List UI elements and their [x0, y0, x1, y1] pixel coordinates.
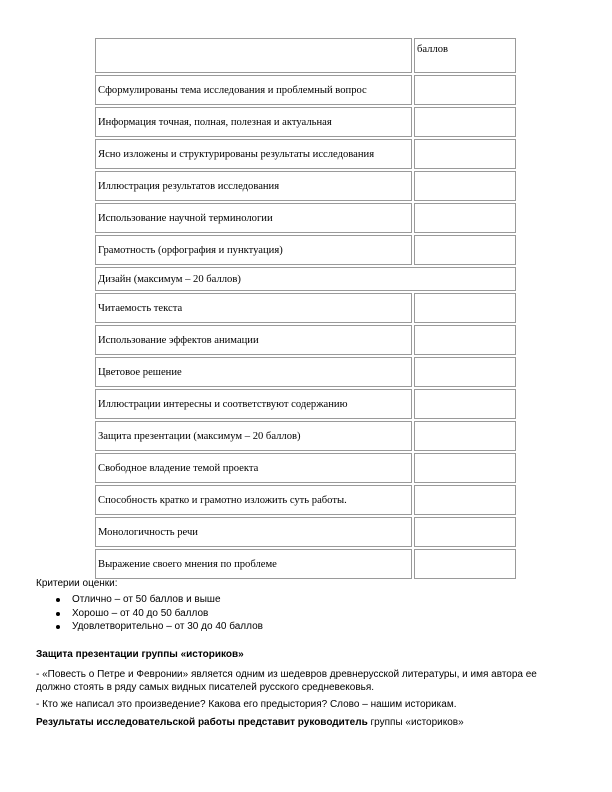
section-label-cell: Дизайн (максимум – 20 баллов): [95, 267, 516, 291]
criterion-label-cell: Способность кратко и грамотно изложить суть работы.: [95, 485, 412, 515]
criteria-list-item: [36, 620, 263, 634]
score-cell: [414, 293, 516, 323]
table-row: [95, 171, 516, 201]
results-bold-text: Результаты исследовательской работы представит руководитель: [36, 717, 368, 728]
table-row: [95, 389, 516, 419]
defense-paragraph-1-line-2: должно стоять в ряду самых видных писателей русского средневековья.: [36, 682, 375, 693]
criteria-list-item: [36, 593, 263, 607]
defense-paragraph-2: - Кто же написал это произведение? Какова его предыстория? Слово – нашим историкам.: [36, 699, 457, 710]
criteria-item-text: Отлично – от 50 баллов и выше: [72, 594, 221, 605]
score-cell: [414, 389, 516, 419]
table-row: [95, 293, 516, 323]
criterion-label-cell: Сформулированы тема исследования и проблемный вопрос: [95, 75, 412, 105]
score-cell: [414, 325, 516, 355]
criterion-label-cell: Информация точная, полная, полезная и актуальная: [95, 107, 412, 137]
criterion-label-cell: Ясно изложены и структурированы результаты исследования: [95, 139, 412, 169]
criterion-label-cell: Свободное владение темой проекта: [95, 453, 412, 483]
score-cell: [414, 75, 516, 105]
table-row: [95, 107, 516, 137]
score-cell: [414, 357, 516, 387]
criterion-label-cell: Использование научной терминологии: [95, 203, 412, 233]
bullet-icon: [56, 625, 60, 629]
table-row: [95, 203, 516, 233]
criteria-title: Критерии оценки:: [36, 578, 118, 589]
score-cell: [414, 107, 516, 137]
score-cell: [414, 171, 516, 201]
table-section-row: [95, 267, 516, 291]
criterion-label-cell: Иллюстрации интересны и соответствуют содержанию: [95, 389, 412, 419]
table-row: [95, 453, 516, 483]
defense-heading: Защита презентации группы «историков»: [36, 649, 244, 660]
bullet-icon: [56, 598, 60, 602]
criteria-list: [36, 593, 263, 634]
header-score-cell: баллов: [414, 38, 516, 73]
criterion-label-cell: Выражение своего мнения по проблеме: [95, 549, 412, 579]
criteria-item-text: Удовлетворительно – от 30 до 40 баллов: [72, 621, 263, 632]
criterion-label-cell: Использование эффектов анимации: [95, 325, 412, 355]
results-rest-text: группы «историков»: [367, 717, 464, 728]
criterion-label-cell: Цветовое решение: [95, 357, 412, 387]
score-cell: [414, 549, 516, 579]
header-empty-cell: [95, 38, 412, 73]
table-header-row: [95, 38, 516, 73]
table-row: [95, 75, 516, 105]
criteria-item-text: Хорошо – от 40 до 50 баллов: [72, 607, 209, 619]
score-cell: [414, 517, 516, 547]
score-cell: [414, 485, 516, 515]
criterion-label-cell: Грамотность (орфография и пунктуация): [95, 235, 412, 265]
bullet-icon: [56, 612, 60, 616]
table-row: [95, 517, 516, 547]
table-row: [95, 485, 516, 515]
score-cell: [414, 421, 516, 451]
criterion-label-cell: Иллюстрация результатов исследования: [95, 171, 412, 201]
table-row: [95, 325, 516, 355]
score-cell: [414, 453, 516, 483]
table-row: [95, 235, 516, 265]
defense-paragraph-1-line-1: - «Повесть о Петре и Февронии» является одним из шедевров древнерусской литературы, и имя автора ее: [36, 669, 537, 680]
score-cell: [414, 203, 516, 233]
table-row: [95, 421, 516, 451]
criteria-table-body: [95, 38, 516, 579]
table-row: [95, 357, 516, 387]
score-cell: [414, 235, 516, 265]
criterion-label-cell: Читаемость текста: [95, 293, 412, 323]
criteria-table: [93, 36, 518, 581]
criterion-label-cell: Защита презентации (максимум – 20 баллов): [95, 421, 412, 451]
criterion-label-cell: Монологичность речи: [95, 517, 412, 547]
table-row: [95, 549, 516, 579]
score-cell: [414, 139, 516, 169]
results-paragraph: [36, 716, 464, 729]
criteria-list-item: [36, 607, 263, 621]
table-row: [95, 139, 516, 169]
